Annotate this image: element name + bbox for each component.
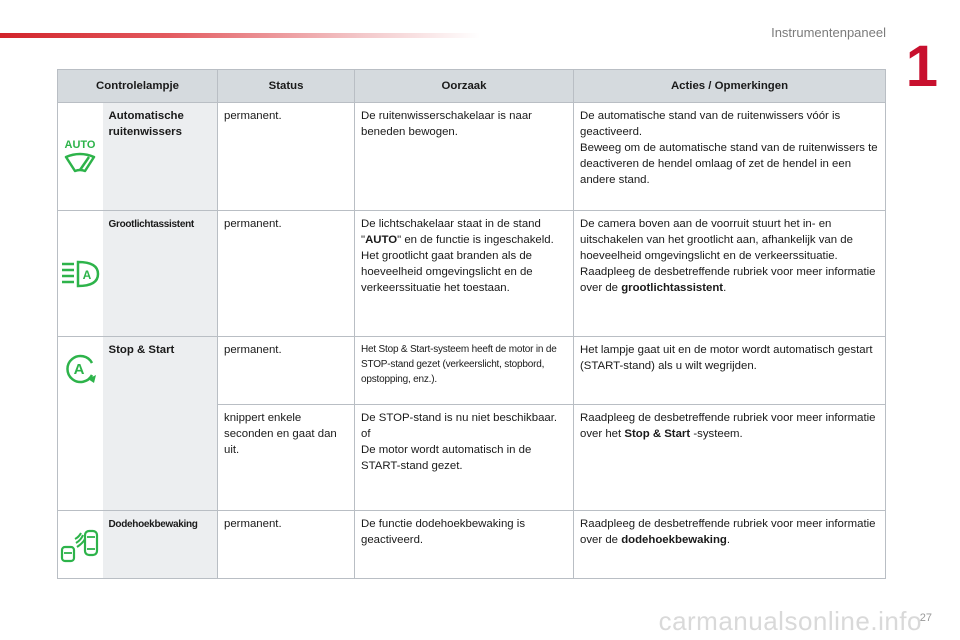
action-line: Beweeg om de automatische stand van de ruitenwissers te deactiveren de hendel omlaag of zet de hendel in een andere stand. xyxy=(580,142,878,186)
chapter-number: 1 xyxy=(905,34,938,99)
lamp-name xyxy=(103,511,218,579)
header-cause: Oorzaak xyxy=(355,70,574,103)
warning-lamp-table xyxy=(57,69,886,579)
action-bold: dodehoekbewaking xyxy=(621,534,727,546)
auto-wiper-icon xyxy=(62,137,98,177)
action-bold: grootlichtassistent xyxy=(621,282,724,294)
lamp-name-text: Grootlichtassistent xyxy=(108,219,194,230)
status-cell: knippert enkele seconden en gaat dan uit. xyxy=(218,405,355,511)
header-status: Status xyxy=(218,70,355,103)
action-text: . xyxy=(723,282,727,294)
action-cell xyxy=(574,511,886,579)
lamp-name-text: Dodehoekbewaking xyxy=(108,519,198,530)
blind-spot-icon xyxy=(59,525,101,565)
lamp-name: Stop & Start xyxy=(103,337,218,511)
action-bold: Stop & Start xyxy=(624,428,691,440)
cause-cell: Het Stop & Start-systeem heeft de motor in de STOP-stand gezet (verkeerslicht, stopbord, opstopping, enz.). xyxy=(355,337,574,405)
table-header-row xyxy=(58,70,886,103)
action-cell xyxy=(574,211,886,337)
header-actions: Acties / Opmerkingen xyxy=(574,70,886,103)
status-cell: permanent. xyxy=(218,511,355,579)
cause-bold: AUTO xyxy=(365,234,398,246)
cause-line: De motor wordt automatisch in de START-stand gezet. xyxy=(361,444,532,472)
action-text: -systeem. xyxy=(690,428,743,440)
cause-line: Het grootlicht gaat branden als de hoeveelheid omgevingslicht en de verkeerssituatie het toestaan. xyxy=(361,250,533,294)
status-cell: permanent. xyxy=(218,211,355,337)
icon-cell xyxy=(58,511,103,579)
table-row xyxy=(58,103,886,211)
cause-cell xyxy=(355,405,574,511)
action-text: Raadpleeg de desbetreffende rubriek voor meer informatie over het xyxy=(580,412,876,440)
page-number: 27 xyxy=(919,612,932,624)
lamp-name: Automatische ruitenwissers xyxy=(103,103,218,211)
cause-line: of xyxy=(361,428,371,440)
action-text: . xyxy=(726,534,731,546)
status-cell: permanent. xyxy=(218,103,355,211)
cause-cell xyxy=(355,211,574,337)
cause-line: De STOP-stand is nu niet beschikbaar. xyxy=(361,412,558,424)
action-line: De automatische stand van de ruitenwissers vóór is geactiveerd. xyxy=(580,110,841,138)
action-cell xyxy=(574,103,886,211)
status-cell: permanent. xyxy=(218,337,355,405)
high-beam-assist-icon-label: A xyxy=(82,267,92,282)
action-cell: Het lampje gaat uit en de motor wordt automatisch gestart (START-stand) als u wilt wegrijden. xyxy=(574,337,886,405)
table-row xyxy=(58,337,886,405)
stop-start-icon-label: A xyxy=(73,361,85,378)
table-row xyxy=(58,511,886,579)
cause-text: De lichtschakelaar staat in de stand " xyxy=(361,218,541,246)
cause-text: " en de functie is ingeschakeld. xyxy=(397,234,554,246)
watermark: carmanualsonline.info xyxy=(658,606,922,636)
table-row xyxy=(58,211,886,337)
action-text: De camera boven aan de voorruit stuurt het in- en uitschakelen van het grootlicht aan, afhankelijk van de hoeveelheid omgevingslicht en de verkeerssituatie. Raadpleeg de desbetreffende rubriek voor meer informatie over de xyxy=(580,218,876,294)
action-text: Raadpleeg de desbetreffende rubriek voor meer informatie over de xyxy=(580,518,876,546)
header-accent-bar xyxy=(0,33,480,38)
action-cell xyxy=(574,405,886,511)
section-title: Instrumentenpaneel xyxy=(771,25,886,40)
cause-cell: De functie dodehoekbewaking is geactiveerd. xyxy=(355,511,574,579)
auto-wiper-icon-label: AUTO xyxy=(64,138,96,151)
icon-cell xyxy=(58,337,103,511)
cause-cell: De ruitenwisserschakelaar is naar beneden bewogen. xyxy=(355,103,574,211)
header-lamp: Controlelampje xyxy=(58,70,218,103)
icon-cell xyxy=(58,211,103,337)
high-beam-assist-icon xyxy=(60,259,100,289)
lamp-name xyxy=(103,211,218,337)
stop-start-icon xyxy=(62,351,98,387)
cause-line xyxy=(361,216,567,248)
icon-cell xyxy=(58,103,103,211)
